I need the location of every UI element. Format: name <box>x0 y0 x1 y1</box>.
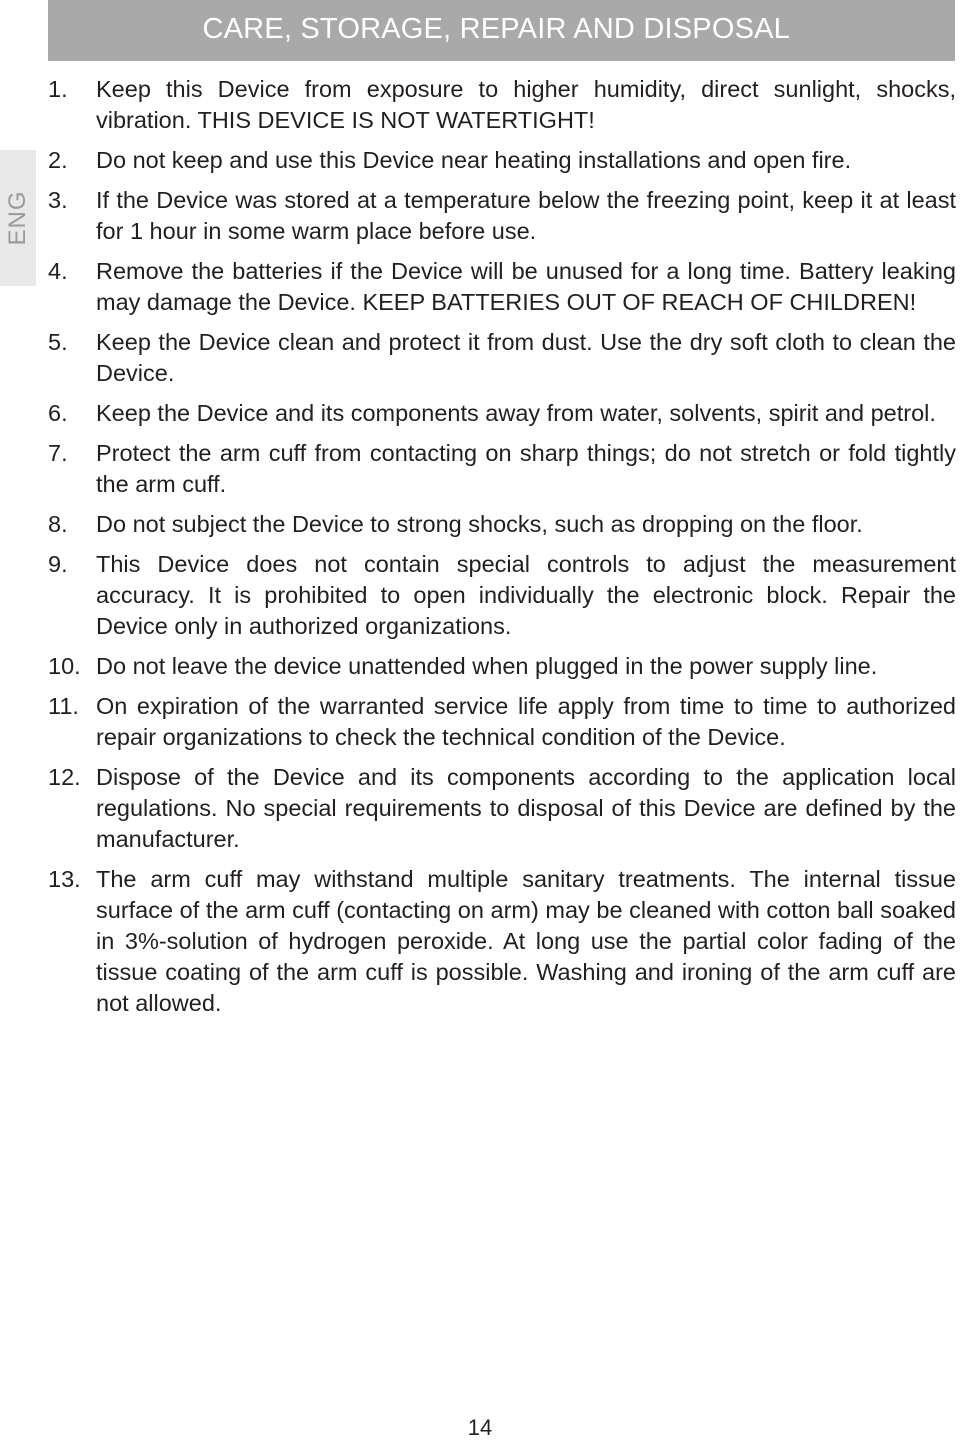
list-item <box>48 762 956 855</box>
list-item-number: 8. <box>48 511 68 537</box>
language-label: ENG <box>4 190 31 246</box>
list-item-number: 2. <box>48 147 68 173</box>
page-number: 14 <box>467 1415 493 1440</box>
list-item-number: 7. <box>48 440 68 466</box>
list-item-text: The arm cuff may withstand multiple sanitary treatments. The internal tissue surface of the arm cuff (contacting on arm) may be cleaned with cotton ball soaked in 3%-solution of hydrogen peroxide. At long use the partial color fading of the tissue coating of the arm cuff is possible. Washing and ironing of the arm cuff are not allowed. <box>96 866 956 1016</box>
list-item-number: 4. <box>48 258 68 284</box>
list-item-number: 6. <box>48 400 68 426</box>
list-item-text: Keep the Device and its components away from water, solvents, spirit and petrol. <box>96 400 936 426</box>
list-item-number: 11. <box>48 693 79 719</box>
list-item <box>48 438 956 500</box>
list-item-text: Protect the arm cuff from contacting on sharp things; do not stretch or fold tightly the arm cuff. <box>96 440 956 497</box>
list-item-text: Keep the Device clean and protect it from dust. Use the dry soft cloth to clean the Device. <box>96 329 956 386</box>
list-item-text: Do not subject the Device to strong shocks, such as dropping on the floor. <box>96 511 863 537</box>
list-item <box>48 256 956 318</box>
list-item-number: 13. <box>48 866 81 892</box>
list-item-text: Remove the batteries if the Device will be unused for a long time. Battery leaking may damage the Device. KEEP BATTERIES OUT OF REACH OF CHILDREN! <box>96 258 956 315</box>
list-item <box>48 691 956 753</box>
list-item-number: 5. <box>48 329 68 355</box>
list-item <box>48 74 956 136</box>
list-item-number: 12. <box>48 764 81 790</box>
list-item-text: This Device does not contain special controls to adjust the measurement accuracy. It is prohibited to open individually the electronic block. Repair the Device only in authorized organizations. <box>96 551 956 639</box>
section-header-bar <box>48 0 955 61</box>
section-title: CARE, STORAGE, REPAIR AND DISPOSAL <box>202 13 790 45</box>
list-item-text: Dispose of the Device and its components according to the application local regulations. No special requirements to disposal of this Device are defined by the manufacturer. <box>96 764 956 852</box>
list-item-number: 9. <box>48 551 68 577</box>
list-item-text: Do not leave the device unattended when plugged in the power supply line. <box>96 653 878 679</box>
list-item <box>48 651 956 682</box>
list-item <box>48 145 956 176</box>
list-item-text: Keep this Device from exposure to higher humidity, direct sunlight, shocks, vibration. THIS DEVICE IS NOT WATERTIGHT! <box>96 76 956 133</box>
list-item <box>48 327 956 389</box>
list-item-number: 3. <box>48 187 68 213</box>
list-item <box>48 549 956 642</box>
list-item <box>48 864 956 1019</box>
list-item <box>48 185 956 247</box>
list-item-text: On expiration of the warranted service life apply from time to time to authorized repair organizations to check the technical condition of the Device. <box>96 693 956 750</box>
list-item-number: 1. <box>48 76 68 102</box>
list-item-text: If the Device was stored at a temperature below the freezing point, keep it at least for 1 hour in some warm place before use. <box>96 187 956 244</box>
list-item-text: Do not keep and use this Device near heating installations and open fire. <box>96 147 852 173</box>
list-item <box>48 398 956 429</box>
list-item <box>48 509 956 540</box>
care-instructions-list <box>48 74 956 1028</box>
list-item-number: 10. <box>48 653 81 679</box>
